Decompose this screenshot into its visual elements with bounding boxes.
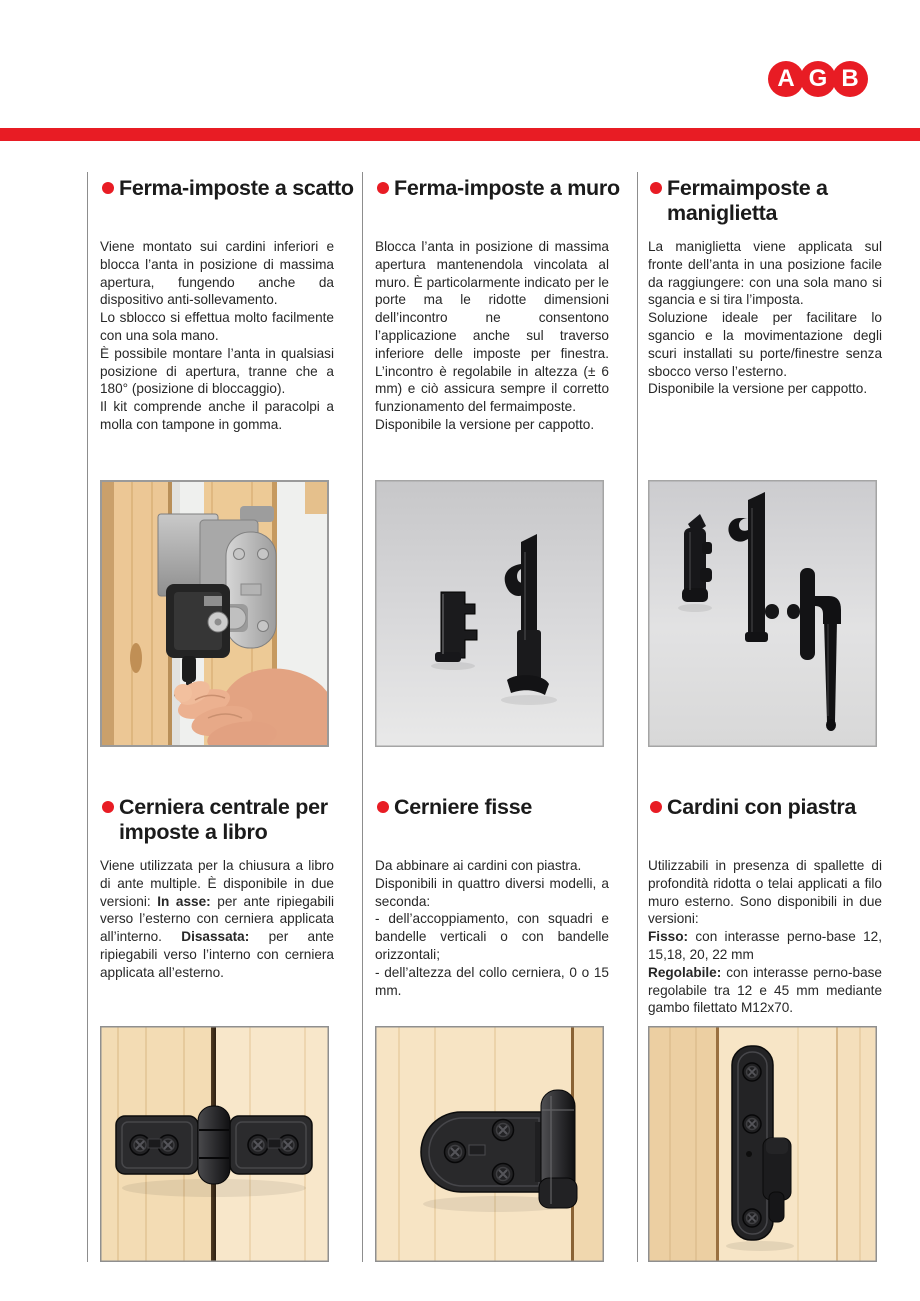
bullet-icon [377, 182, 389, 194]
section-ferma-imposte-a-muro [375, 176, 620, 432]
section-title: Cardini con piastra [648, 795, 883, 820]
section-cerniere-fisse [375, 795, 610, 998]
agb-logo-circle-g: G [800, 61, 836, 97]
bullet-icon [650, 801, 662, 813]
section-title: Ferma-imposte a muro [375, 176, 610, 201]
bullet-icon [102, 801, 114, 813]
bullet-icon [377, 801, 389, 813]
section-cerniera-centrale [100, 795, 335, 980]
photo-cerniere-fisse [375, 1026, 604, 1262]
column-divider-3 [637, 172, 638, 1262]
section-cardini-con-piastra [648, 795, 883, 1016]
section-body: Blocca l’anta in posizione di massima apertura mantenendola vincolata al muro. È particolarmente indicato per le porte ma le ridotte dimensioni dell’incontro ne consentono l’applicazione anche sul traverso inferiore delle imposte per finestra. L’incontro è regolabile in altezza (± 6 mm) e ciò assicura sempre il corretto funzionamento del fermaimposte. Disponibile la versione per cappotto. [375, 239, 609, 432]
section-fermaimposte-a-maniglietta [648, 176, 883, 397]
section-body: La maniglietta viene applicata sul fronte dell’anta in una posizione facile da raggiungere: con una sola mano si sgancia e si tira l’imposta. Soluzione ideale per facilitare lo sgancio e la movimentazione degli scuri installati su porte/finestre senza sbocco verso l’esterno. Disponibile la versione per cappotto. [648, 239, 882, 397]
bullet-icon [102, 182, 114, 194]
agb-logo [768, 61, 868, 97]
column-divider-1 [87, 172, 88, 1262]
photo-cardini-con-piastra [648, 1026, 877, 1262]
section-title: Fermaimposte a maniglietta [648, 176, 883, 226]
section-ferma-imposte-a-scatto [100, 176, 354, 432]
section-title: Ferma-imposte a scatto [100, 176, 335, 201]
header-red-bar [0, 128, 920, 141]
section-body: Viene utilizzata per la chiusura a libro di ante multiple. È disponibile in due versioni: In asse: per ante ripiegabili verso l’esterno con cerniera applicata all’interno. Disassata: per ante ripiegabili verso l’interno con cerniera applicata all’esterno. [100, 858, 334, 980]
section-body: Utilizzabili in presenza di spallette di profondità ridotta o telai applicati a filo muro esterno. Sono disponibili in due versioni: Fisso: con interasse perno-base 12, 15,18, 20, 22 mm Regolabile: con interasse perno-base regolabile tra 12 e 45 mm mediante gambo filettato M12x70. [648, 858, 882, 1016]
agb-logo-circle-a: A [768, 61, 804, 97]
section-body: Da abbinare ai cardini con piastra. Disponibili in quattro diversi modelli, a seconda: - dell’accoppiamento, con squadri e bandelle verticali o con bandelle orizzontali; - dell’altezza del collo cerniera, 0 o 15 mm. [375, 858, 609, 998]
photo-fermaimposte-a-maniglietta [648, 480, 877, 747]
section-title: Cerniera centrale per imposte a libro [100, 795, 335, 845]
section-title: Cerniere fisse [375, 795, 610, 820]
bullet-icon [650, 182, 662, 194]
column-divider-2 [362, 172, 363, 1262]
photo-ferma-imposte-a-scatto [100, 480, 329, 747]
photo-ferma-imposte-a-muro [375, 480, 604, 747]
section-body: Viene montato sui cardini inferiori e blocca l’anta in posizione di massima apertura, fungendo anche da dispositivo anti-sollevamento. Lo sblocco si effettua molto facilmente con una sola mano. È possibile montare l’anta in qualsiasi posizione di apertura, tranne che a 180° (posizione di bloccaggio). Il kit comprende anche il paracolpi a molla con tampone in gomma. [100, 239, 334, 432]
photo-cerniera-centrale [100, 1026, 329, 1262]
agb-logo-circle-b: B [832, 61, 868, 97]
